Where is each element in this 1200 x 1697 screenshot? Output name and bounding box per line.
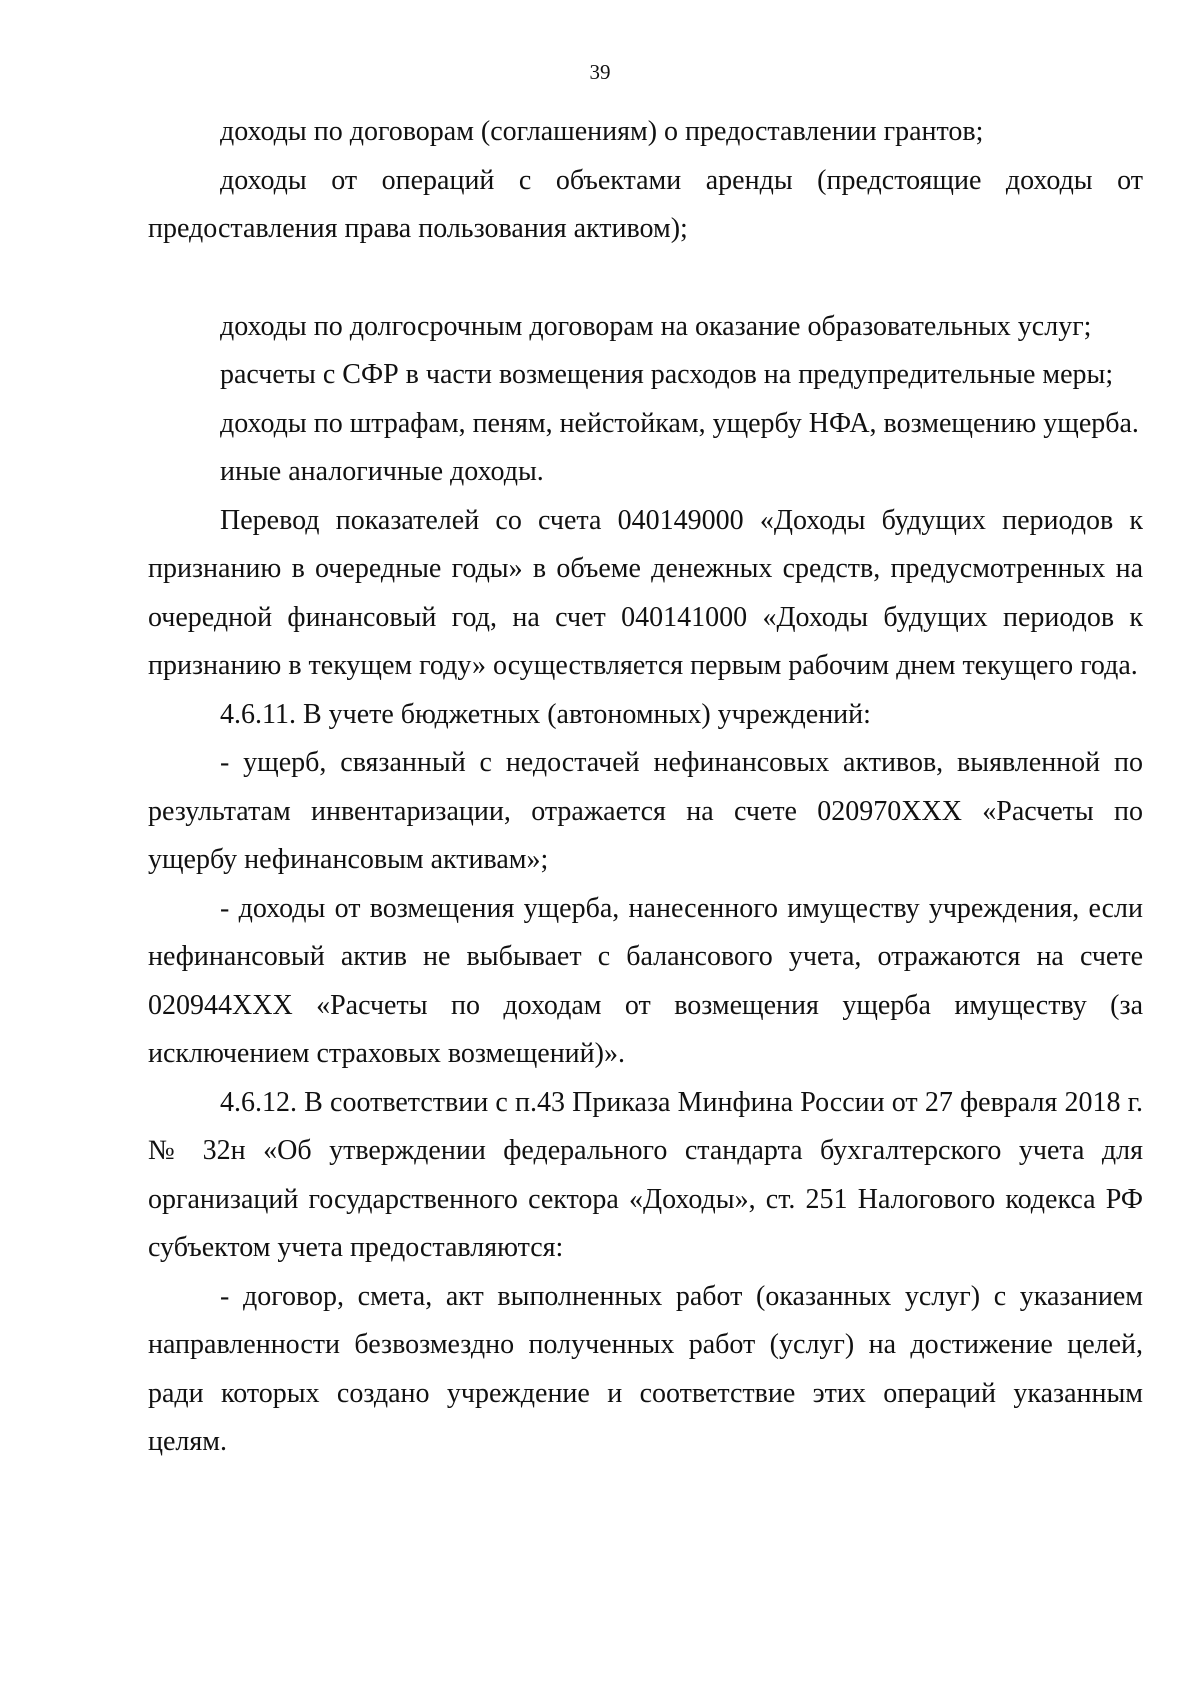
section-heading-4-6-11: 4.6.11. В учете бюджетных (автономных) учреждений: <box>220 698 871 730</box>
page-body <box>148 108 1143 1467</box>
page-number: 39 <box>589 60 611 84</box>
section-4-6-12: 4.6.12. В соответствии с п.43 Приказа Минфина России от 27 февраля 2018 г. № 32н «Об утверждении федерального стандарта бухгалтерского учета для организаций государственного сектора «Доходы», ст. 251 Налогового кодекса РФ субъектом учета предоставляются: <box>148 1086 1143 1263</box>
paragraph-grants-income: доходы по договорам (соглашениям) о предоставлении грантов; <box>220 116 984 147</box>
paragraph-damage-compensation: - доходы от возмещения ущерба, нанесенного имуществу учреждения, если нефинансовый актив не выбывает с балансового учета, отражаются на счете 020944ХХХ «Расчеты по доходам от возмещения ущерба имуществу (за исключением страховых возмещений)». <box>148 892 1143 1069</box>
blank-line <box>148 254 1143 303</box>
paragraph-education-contracts: доходы по долгосрочным договорам на оказание образовательных услуг; <box>220 310 1092 342</box>
paragraph-documents-list: - договор, смета, акт выполненных работ (оказанных услуг) с указанием направленности безвозмездно полученных работ (услуг) на достижение целей, ради которых создано учреждение и соответствие этих операций указанным целям. <box>148 1280 1143 1457</box>
paragraph-deferred-income-transfer: Перевод показателей со счета 040149000 «Доходы будущих периодов к признанию в очередные годы» в объеме денежных средств, предусмотренных на очередной финансовый год, на счет 040141000 «Доходы будущих периодов к признанию в текущем году» осуществляется первым рабочим днем текущего года. <box>148 504 1143 681</box>
paragraph-penalties-income: доходы по штрафам, пеням, нейстойкам, ущербу НФА, возмещению ущерба. <box>220 407 1139 439</box>
paragraph-lease-income: доходы от операций с объектами аренды (предстоящие доходы от предоставления права пользования активом); <box>148 164 1143 244</box>
paragraph-sfr-settlements: расчеты с СФР в части возмещения расходов на предупредительные меры; <box>220 359 1114 390</box>
paragraph-damage-shortage: - ущерб, связанный с недостачей нефинансовых активов, выявленной по результатам инвентаризации, отражается на счете 020970ХХХ «Расчеты по ущербу нефинансовым активам»; <box>148 747 1143 875</box>
paragraph-other-income: иные аналогичные доходы. <box>220 456 544 487</box>
